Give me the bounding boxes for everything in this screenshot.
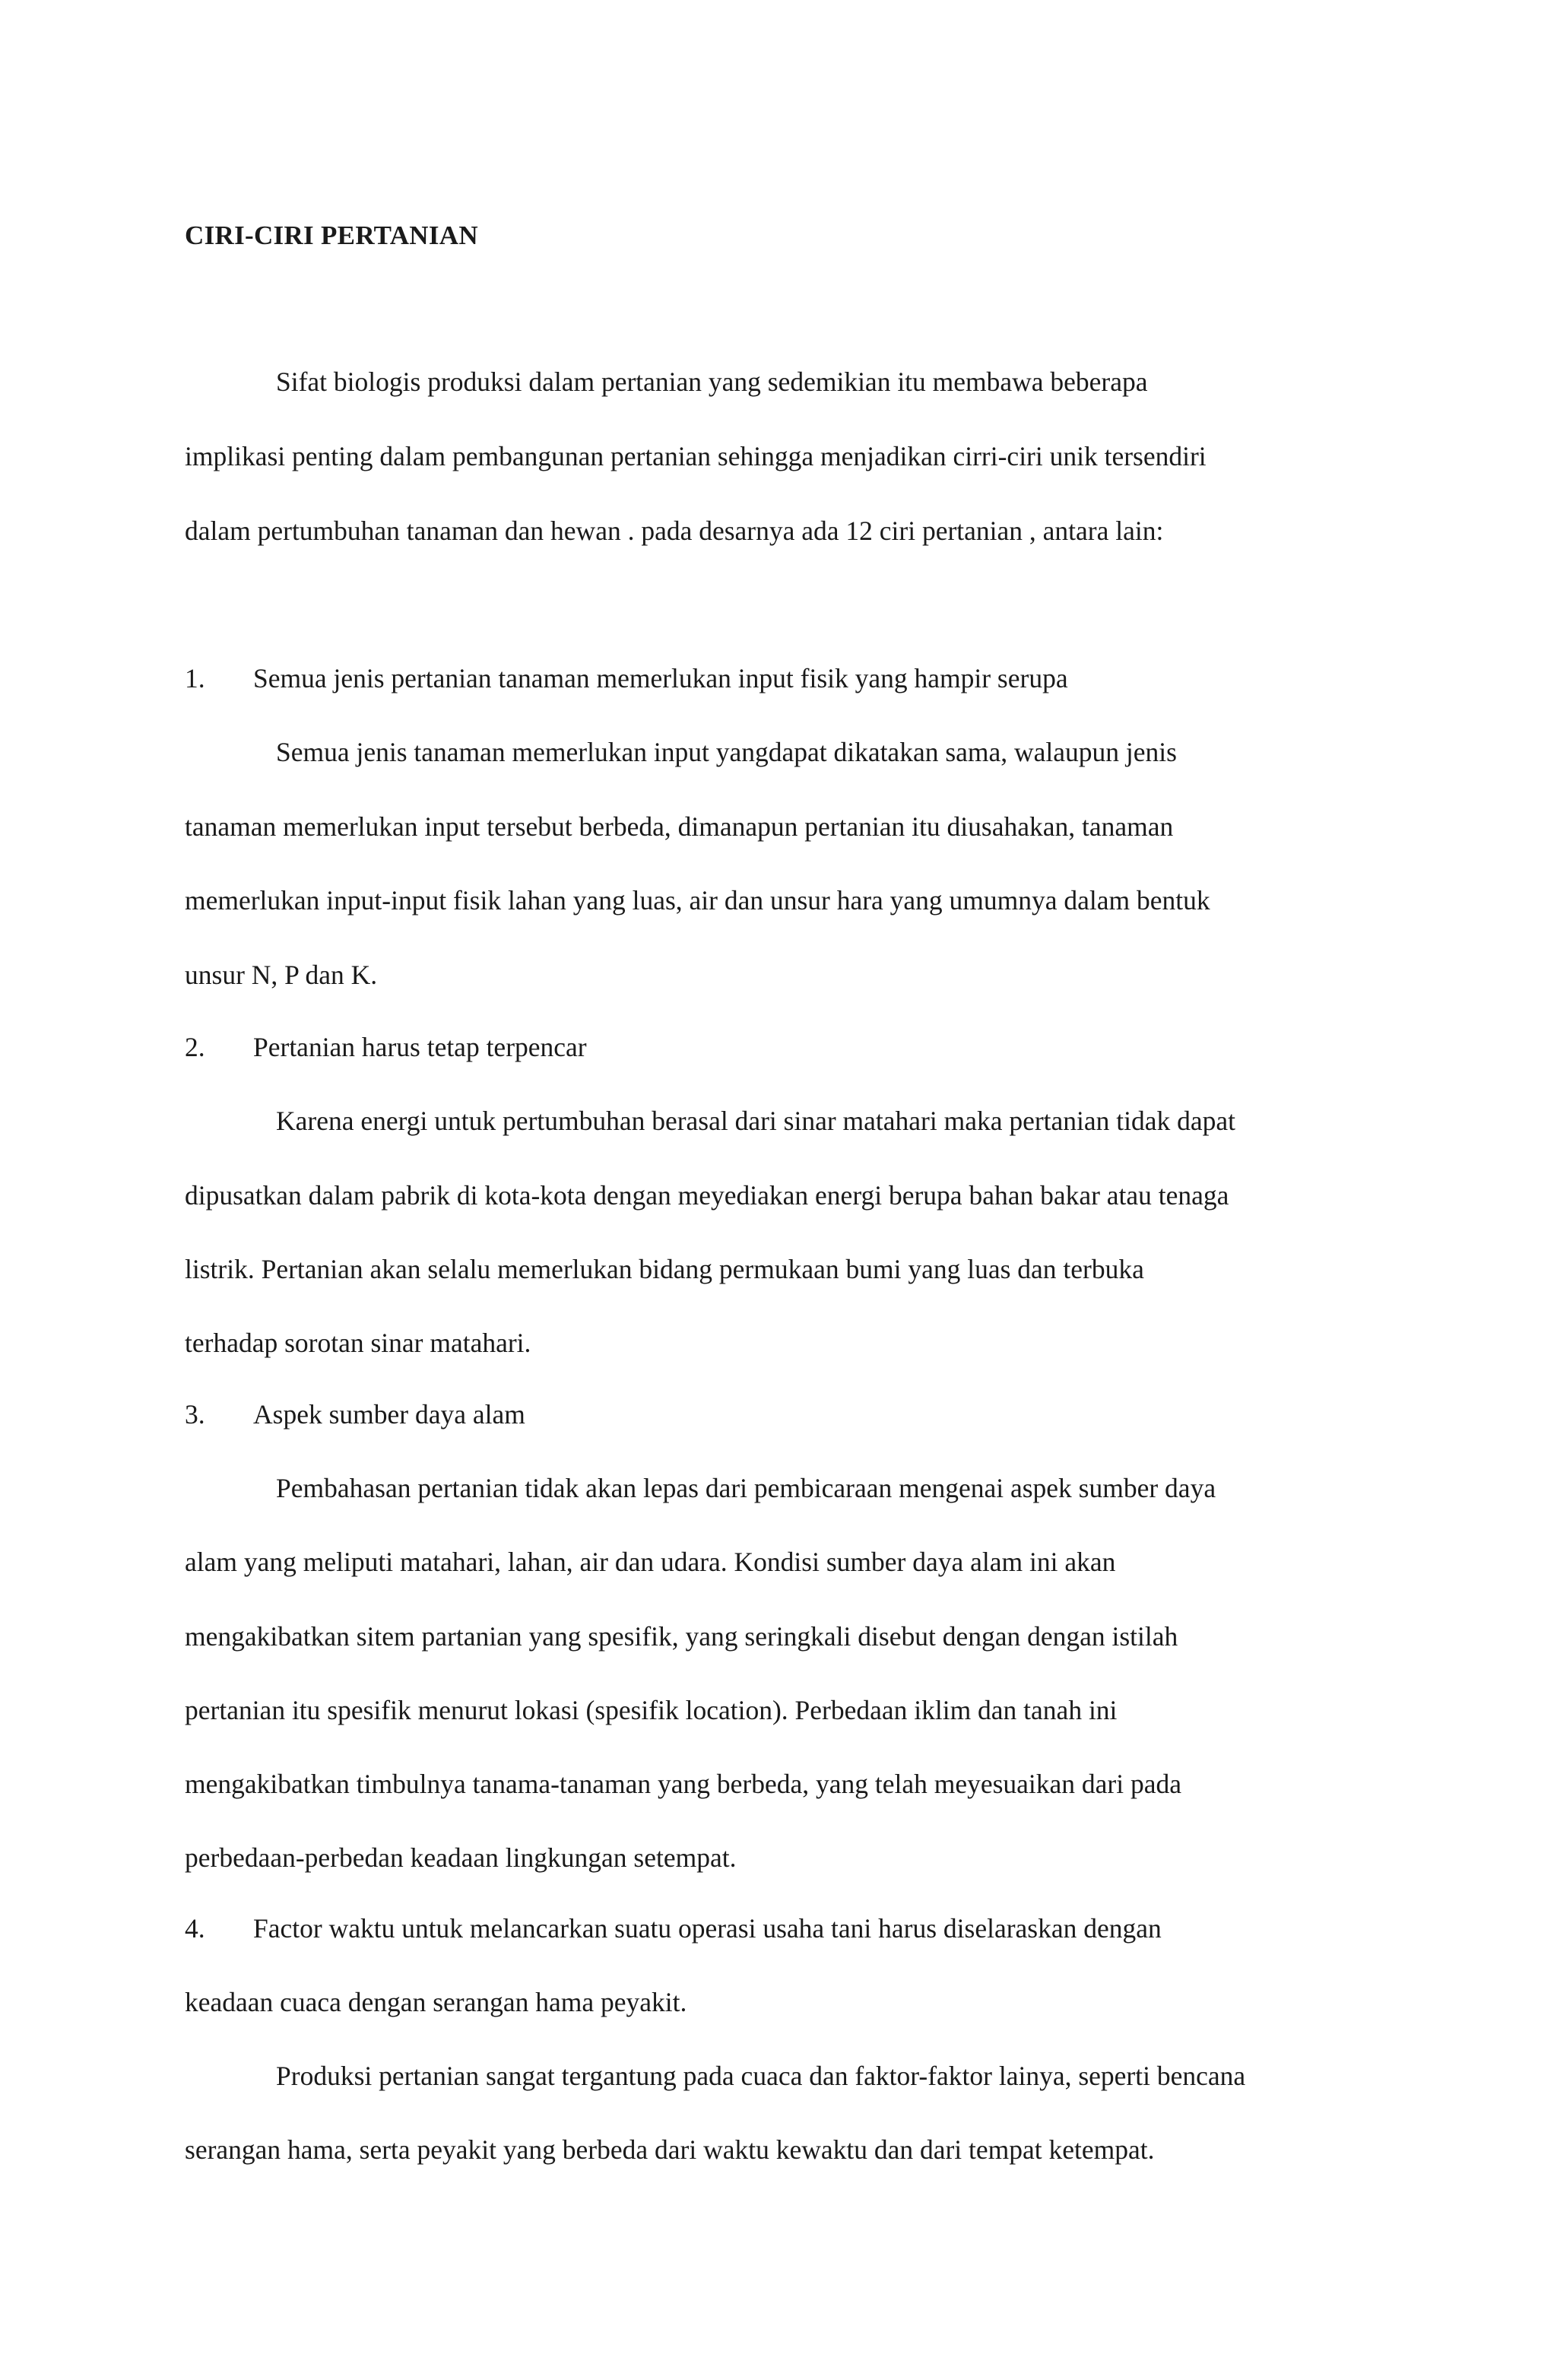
intro-line: Sifat biologis produksi dalam pertanian yang sedemikian itu membawa beberapa [276,367,1148,397]
list-heading: Semua jenis pertanian tanaman memerlukan input fisik yang hampir serupa [253,663,1068,693]
paragraph-line: serangan hama, serta peyakit yang berbeda dari waktu kewaktu dan dari tempat ketempat. [185,2134,1155,2165]
list-number: 4. [185,1913,205,1944]
list-heading: Aspek sumber daya alam [253,1399,525,1430]
intro-line: dalam pertumbuhan tanaman dan hewan . pada desarnya ada 12 ciri pertanian , antara lain: [185,516,1164,546]
paragraph-line: Produksi pertanian sangat tergantung pada cuaca dan faktor-faktor lainya, seperti bencana [276,2061,1246,2091]
page-title: CIRI-CIRI PERTANIAN [185,221,478,250]
paragraph-line: Semua jenis tanaman memerlukan input yangdapat dikatakan sama, walaupun jenis [276,737,1177,767]
paragraph-line: unsur N, P dan K. [185,960,378,990]
paragraph-line: alam yang meliputi matahari, lahan, air dan udara. Kondisi sumber daya alam ini akan [185,1547,1116,1577]
paragraph-line: Pembahasan pertanian tidak akan lepas dari pembicaraan mengenai aspek sumber daya [276,1473,1216,1503]
paragraph-line: mengakibatkan sitem partanian yang spesifik, yang seringkali disebut dengan dengan istilah [185,1621,1178,1652]
paragraph-line: perbedaan-perbedan keadaan lingkungan setempat. [185,1842,737,1873]
paragraph-line: listrik. Pertanian akan selalu memerlukan bidang permukaan bumi yang luas dan terbuka [185,1254,1144,1284]
list-heading: Factor waktu untuk melancarkan suatu operasi usaha tani harus diselaraskan dengan [253,1913,1162,1944]
intro-line: implikasi penting dalam pembangunan pertanian sehingga menjadikan cirri-ciri unik tersendiri [185,441,1207,471]
paragraph-line: pertanian itu spesifik menurut lokasi (spesifik location). Perbedaan iklim dan tanah ini [185,1695,1118,1725]
paragraph-line: memerlukan input-input fisik lahan yang luas, air dan unsur hara yang umumnya dalam bentuk [185,885,1210,916]
list-number: 1. [185,663,205,693]
list-number: 3. [185,1399,205,1430]
list-heading: Pertanian harus tetap terpencar [253,1032,587,1062]
paragraph-line: mengakibatkan timbulnya tanama-tanaman yang berbeda, yang telah meyesuaikan dari pada [185,1769,1182,1799]
paragraph-line: Karena energi untuk pertumbuhan berasal dari sinar matahari maka pertanian tidak dapat [276,1106,1236,1136]
paragraph-line: terhadap sorotan sinar matahari. [185,1328,531,1358]
list-number: 2. [185,1032,205,1062]
paragraph-line: dipusatkan dalam pabrik di kota-kota dengan meyediakan energi berupa bahan bakar atau tenaga [185,1180,1229,1211]
paragraph-line: tanaman memerlukan input tersebut berbeda, dimanapun pertanian itu diusahakan, tanaman [185,811,1174,842]
list-heading-continuation: keadaan cuaca dengan serangan hama peyakit. [185,1987,687,2017]
